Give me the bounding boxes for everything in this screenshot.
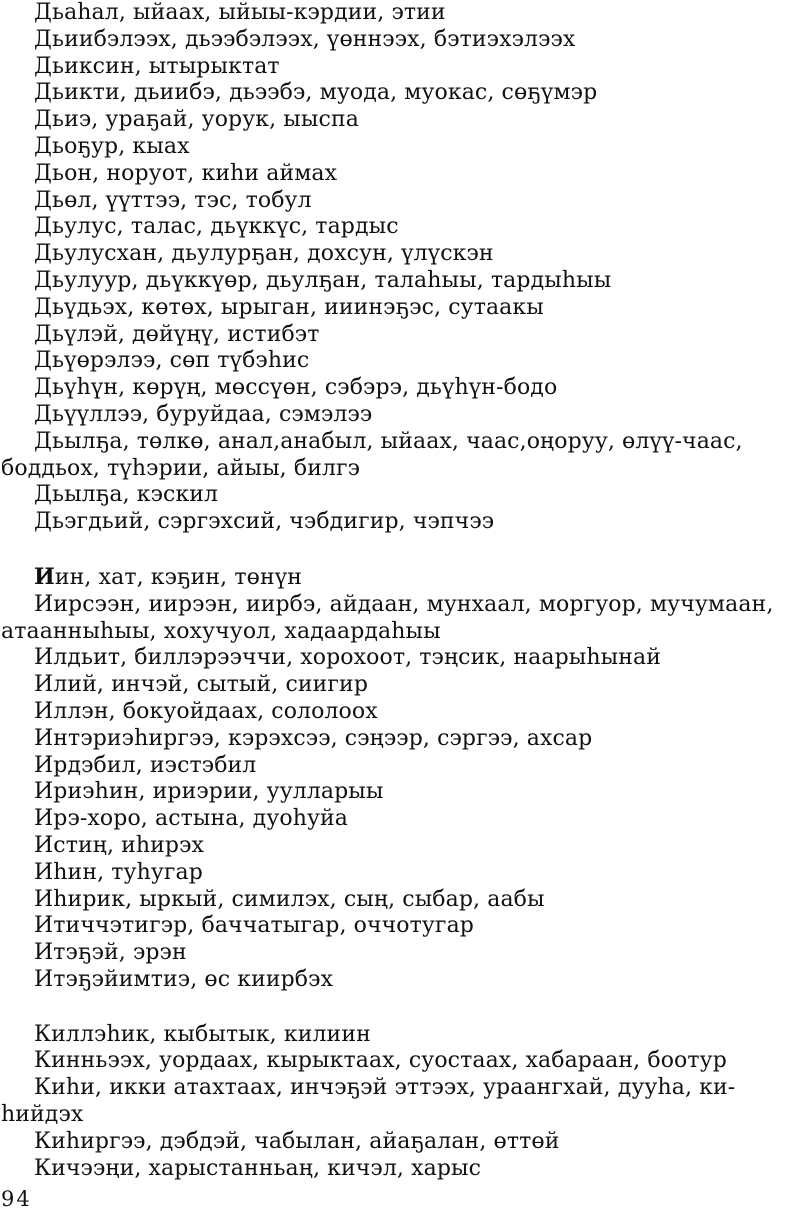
- entry-line: Иhин, туhугар: [34, 859, 203, 885]
- section-gap: [0, 536, 800, 564]
- entry-line: Кичээңи, харыстанньаң, кичэл, харыс: [34, 1155, 482, 1181]
- entry-line: Итиччэтигэр, баччатыгар, оччотугар: [34, 913, 474, 939]
- section-gap: [0, 994, 800, 1022]
- entry-line: Ирдэбил, иэстэбил: [34, 752, 257, 778]
- entry-line: Итэҕэйимтиэ, өс киирбэх: [34, 966, 334, 992]
- section-dya: [0, 0, 800, 536]
- entry-line: Дьулусхан, дьулурҕан, дохсун, үлүскэн: [34, 241, 494, 267]
- entry-line: Дьүлэй, дөйүңү, истибэт: [34, 321, 320, 347]
- entry-line: Дьикти, дьиибэ, дьээбэ, муода, муокас, сөҕүмэр: [34, 80, 598, 106]
- entry-line: Илдьит, биллэрээччи, хорохоот, тэңсик, наарыhынай: [34, 645, 662, 671]
- entry-line: Интэриэhиргээ, кэрэхсээ, сэңээр, сэргээ, ахсар: [34, 725, 593, 751]
- entry-continuation-line: атаанныhыы, хохучуол, хадаардаhыы: [1, 618, 441, 644]
- entry-line: Киhиргээ, дэбдэй, чабылан, айаҕалан, өттөй: [34, 1128, 560, 1154]
- entry-line: Дьаhал, ыйаах, ыйыы-кэрдии, этии: [34, 0, 446, 25]
- entry-continuation-line: боддьох, түhэрии, айыы, билгэ: [1, 455, 361, 481]
- entry-line: Дьулус, талас, дьүккүс, тардыс: [34, 214, 399, 240]
- entry-line: Дьоҕур, кыах: [34, 133, 190, 159]
- entry-line: Дьиксин, ытырыктат: [34, 53, 280, 79]
- entry-line: Иллэн, бокуойдаах, сололоох: [34, 698, 378, 724]
- entry-line: Илий, инчэй, сытый, сиигир: [34, 672, 368, 698]
- entry-line: Киhи, икки атахтаах, инчэҕэй эттээх, ураангхай, дууhа, ки-: [34, 1075, 736, 1101]
- entry-line: Ириэhин, ириэрии, уулларыы: [34, 779, 384, 805]
- entry-line: Дьиибэлээх, дьээбэлээх, үөннээх, бэтиэхэлээх: [34, 26, 576, 52]
- entry-line: Дьүөрэлээ, сөп түбэhис: [34, 348, 310, 374]
- page-number: 94: [1, 1187, 32, 1211]
- section-initial-letter: И: [34, 563, 55, 590]
- entry-line: Дьөл, үүттээ, тэс, тобул: [34, 187, 312, 213]
- section-ki: [0, 1022, 800, 1183]
- entry-line: Дьэгдьий, сэргэхсий, чэбдигир, чэпчээ: [34, 509, 495, 535]
- entry-line: Дьүhүн, көрүң, мөссүөн, сэбэрэ, дьүhүн-бодо: [34, 375, 558, 401]
- entry-line: Дьүүллээ, буруйдаа, сэмэлээ: [34, 401, 373, 427]
- entry-line: Ирэ-хоро, астына, дуоhуйа: [34, 806, 349, 832]
- entry-continuation-line: hийдэх: [1, 1102, 84, 1128]
- entry-line: Дьүдьэх, көтөх, ырыган, ииинэҕэс, сутаакы: [34, 294, 544, 320]
- entry-line: Дьылҕа, кэскил: [34, 482, 219, 508]
- entry-line: Итэҕэй, эрэн: [34, 940, 187, 966]
- entry-line: Дьулуур, дьүккүөр, дьулҕан, талаhыы, тардыhыы: [34, 267, 612, 293]
- section-i: [0, 564, 800, 994]
- entry-line: Дьиэ, ураҕай, уорук, ыыспа: [34, 107, 359, 133]
- entry-line-initial: Иин, хат, кэҕин, төнүн: [34, 563, 303, 590]
- entry-line: Иирсээн, иирээн, иирбэ, айдаан, мунхаал, моргуор, мучумаан,: [34, 591, 774, 617]
- entry-line: Иhирик, ыркый, симилэх, сың, сыбар, аабы: [34, 886, 545, 912]
- entry-line: Кинньээх, уордаах, кырыктаах, суостаах, хабараан, боотур: [34, 1048, 727, 1074]
- entry-line: Дьон, норуот, киhи аймах: [34, 160, 338, 186]
- entry-line: Истиң, иhирэх: [34, 832, 205, 858]
- entry-line: Киллэhик, кыбытык, килиин: [34, 1021, 371, 1047]
- entry-line: Дьылҕа, төлкө, анал,анабыл, ыйаах, чаас,оңоруу, өлүү-чаас,: [34, 428, 743, 454]
